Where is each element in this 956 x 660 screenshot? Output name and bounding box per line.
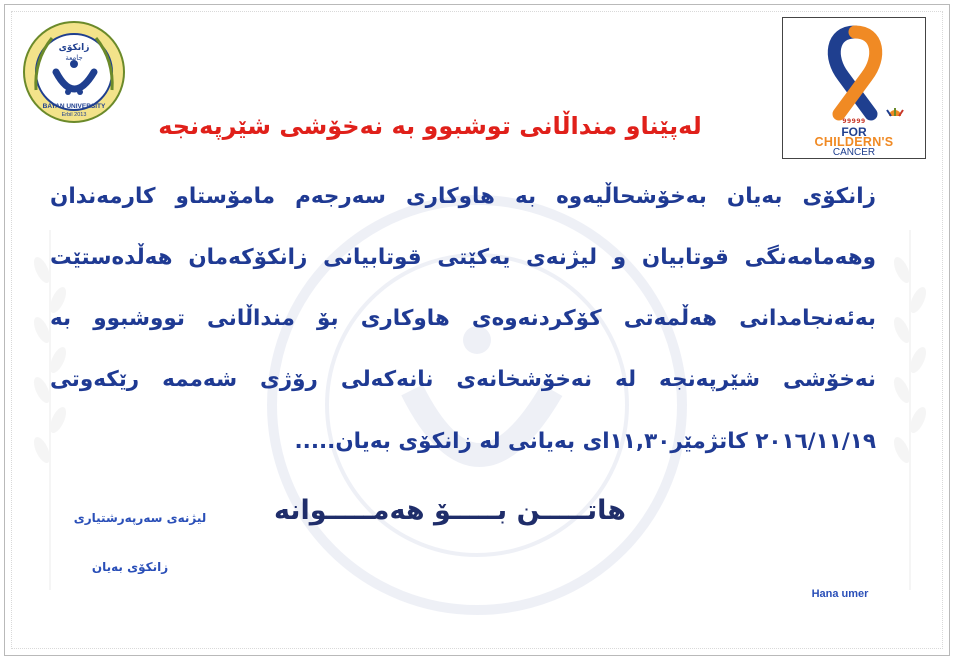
author-name: Hana umer bbox=[811, 588, 869, 600]
ribbon-for-text: FOR bbox=[841, 125, 867, 139]
university-logo-top-text: زانکۆی bbox=[58, 43, 90, 53]
university-signature: زانکۆی بەیان bbox=[91, 560, 169, 574]
paragraph-line-2: وهەمامەنگی قوتابیان و لیژنەی یەکێتی قوتابیانی زانکۆکەمان هەڵدەستێت bbox=[50, 245, 876, 270]
welcome-heading: هاتـــــن بـــــۆ هەمـــــوانە bbox=[273, 495, 627, 526]
paragraph-line-5: ٢٠١٦/١١/١٩ کاتژمێر١١,٣٠ای بەیانی لە زانکۆی بەیان..... bbox=[294, 429, 876, 454]
paragraph-line-1: زانکۆی بەیان بەخۆشحاڵیەوە بە هاوکاری سەرجەم مامۆستاو کارمەندان bbox=[50, 184, 876, 209]
ribbon-cancer-text: CANCER bbox=[832, 147, 876, 158]
paragraph-line-3: بەئەنجامدانی هەڵمەتی کۆکردنەوەی هاوکاری بۆ منداڵانی تووشبوو بە bbox=[50, 306, 876, 331]
page-title: لەپێناو منداڵانی توشبوو بە نەخۆشی شێرپەنجە bbox=[158, 112, 702, 140]
university-logo-arabic-text: جامعة bbox=[65, 54, 83, 62]
paragraph-line-4: نەخۆشی شێرپەنجە لە نەخۆشخانەی نانەکەلی رۆژی شەممە رێکەوتی bbox=[50, 367, 876, 392]
university-logo-place: Erbil 2013 bbox=[61, 112, 87, 118]
ribbon-childrens-text: CHILDERN'S bbox=[814, 135, 894, 149]
childhood-cancer-logo bbox=[782, 17, 926, 159]
ribbon-numbers: 99999 bbox=[842, 118, 866, 125]
committee-signature: لیژنەی سەرپەرشتیاری bbox=[73, 511, 207, 525]
university-logo-name: BAYAN UNIVERSITY bbox=[42, 103, 106, 110]
